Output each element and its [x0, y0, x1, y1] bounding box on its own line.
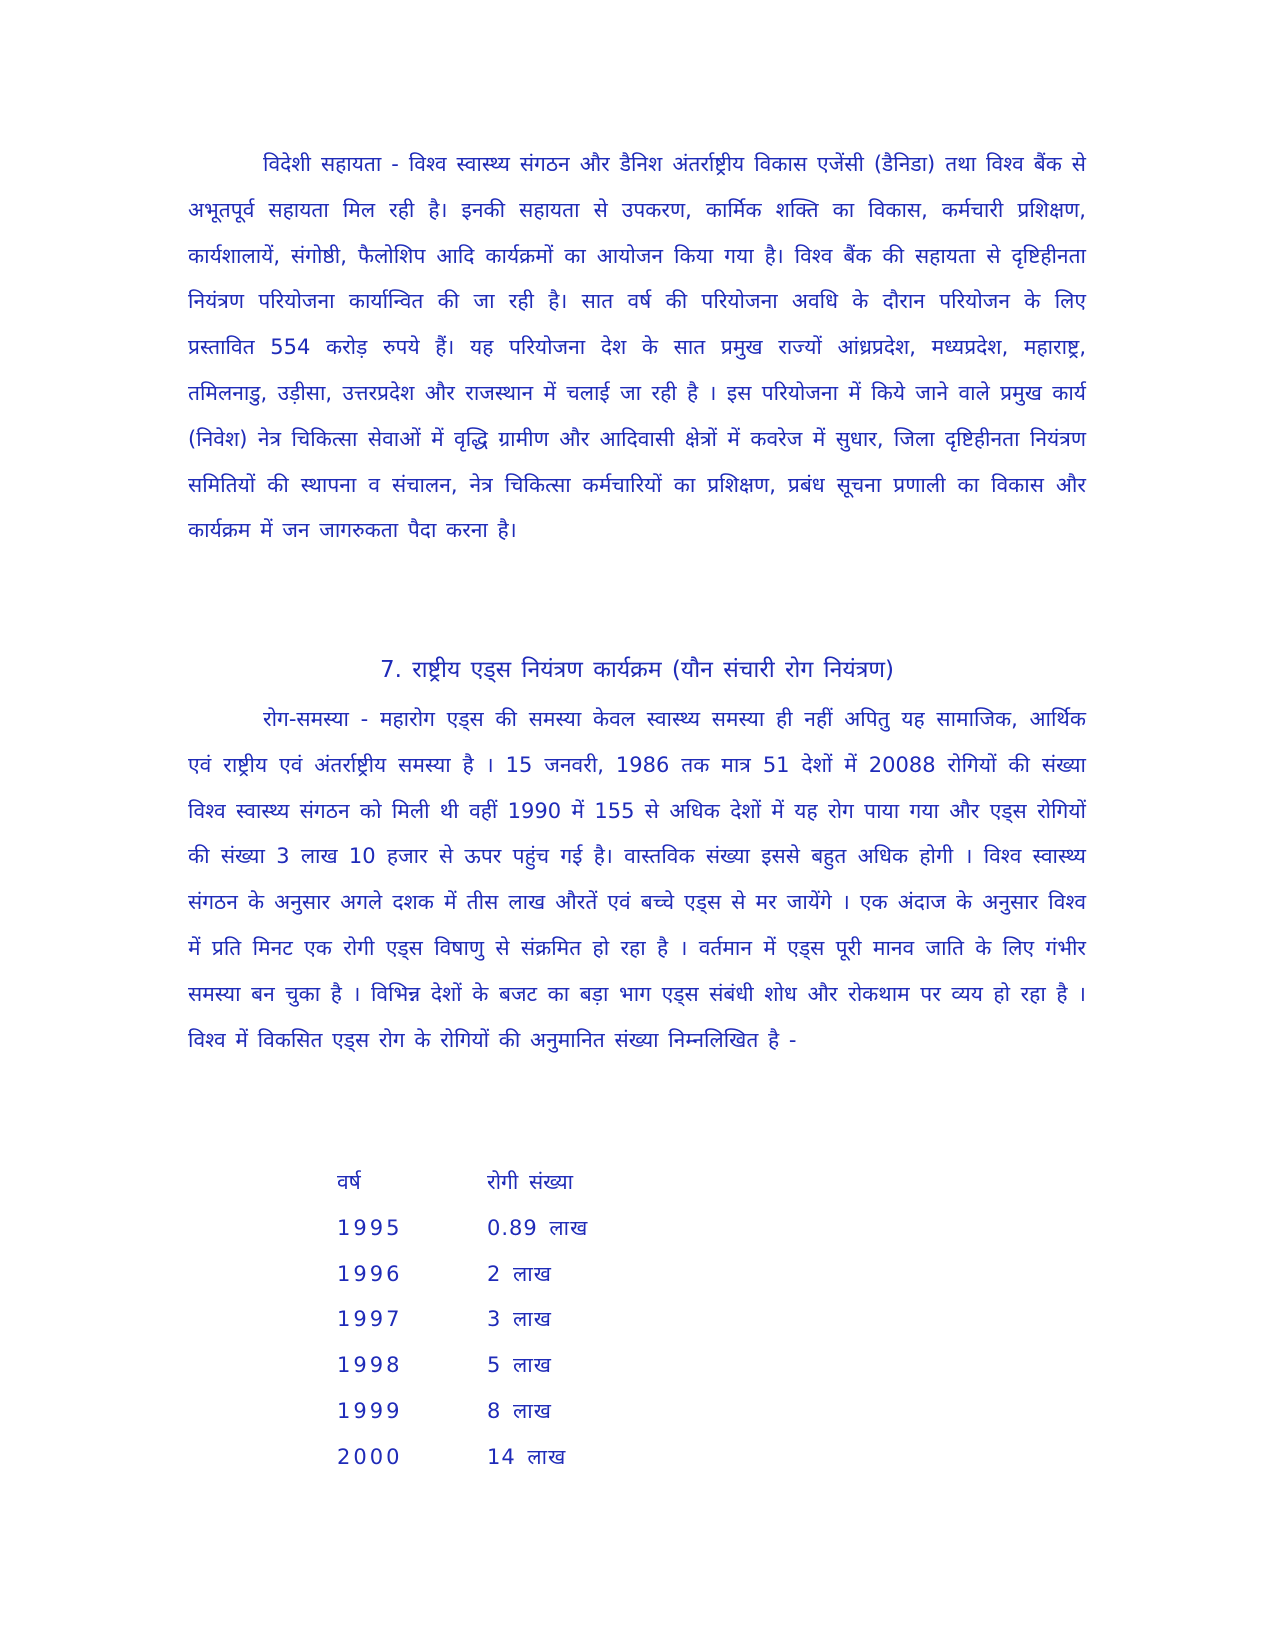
paragraph-foreign-aid	[188, 142, 1086, 554]
year-cell: 1995	[337, 1215, 403, 1240]
count-cell: 2 लाख	[487, 1261, 552, 1286]
paragraph-body: महारोग एड्स की समस्या केवल स्वास्थ्य समस्या ही नहीं अपितु यह सामाजिक, आर्थिक एवं राष्ट्रीय एवं अंतर्राष्ट्रीय समस्या है । 15 जनवरी, 1986 तक मात्र 51 देशों में 20088 रोगियों की संख्या विश्व स्वास्थ्य संगठन को मिली थी वहीं 1990 में 155 से अधिक देशों में यह रोग पाया गया और एड्स रोगियों की संख्या 3 लाख 10 हजार से ऊपर पहुंच गई है। वास्तविक संख्या इससे बहुत अधिक होगी । विश्व स्वास्थ्य संगठन के अनुसार अगले दशक में तीस लाख औरतें एवं बच्चे एड्स से मर जायेंगे । एक अंदाज के अनुसार विश्व में प्रति मिनट एक रोगी एड्स विषाणु से संक्रमित हो रहा है । वर्तमान में एड्स पूरी मानव जाति के लिए गंभीर समस्या बन चुका है । विभिन्न देशों के बजट का बड़ा भाग एड्स संबंधी शोध और रोकथाम पर व्यय हो रहा है । विश्व में विकसित एड्स रोग के रोगियों की अनुमानित संख्या निम्नलिखित है -	[188, 707, 1086, 1052]
count-cell: 5 लाख	[487, 1353, 552, 1378]
paragraph-lead: विदेशी सहायता -	[263, 152, 399, 176]
paragraph-lead: रोग-समस्या -	[263, 707, 369, 731]
paragraph-body: विश्व स्वास्थ्य संगठन और डैनिश अंतर्राष्ट्रीय विकास एजेंसी (डैनिडा) तथा विश्व बैंक से अभूतपूर्व सहायता मिल रही है। इनकी सहायता से उपकरण, कार्मिक शक्ति का विकास, कर्मचारी प्रशिक्षण, कार्यशालायें, संगोष्ठी, फैलोशिप आदि कार्यक्रमों का आयोजन किया गया है। विश्व बैंक की सहायता से दृष्टिहीनता नियंत्रण परियोजना कार्यान्वित की जा रही है। सात वर्ष की परियोजना अवधि के दौरान परियोजन के लिए प्रस्तावित 554 करोड़ रुपये हैं। यह परियोजना देश के सात प्रमुख राज्यों आंध्रप्रदेश, मध्यप्रदेश, महाराष्ट्र, तमिलनाडु, उड़ीसा, उत्तरप्रदेश और राजस्थान में चलाई जा रही है । इस परियोजना में किये जाने वाले प्रमुख कार्य (निवेश) नेत्र चिकित्सा सेवाओं में वृद्धि ग्रामीण और आदिवासी क्षेत्रों में कवरेज में सुधार, जिला दृष्टिहीनता नियंत्रण समितियों की स्थापना व संचालन, नेत्र चिकित्सा कर्मचारियों का प्रशिक्षण, प्रबंध सूचना प्रणाली का विकास और कार्यक्रम में जन जागरुकता पैदा करना है।	[188, 152, 1086, 543]
section-heading: 7. राष्ट्रीय एड्स नियंत्रण कार्यक्रम (यौन संचारी रोग नियंत्रण)	[379, 657, 895, 683]
table-row	[337, 1343, 747, 1389]
column-header-count: रोगी संख्या	[487, 1170, 574, 1194]
year-cell: 1997	[337, 1307, 403, 1332]
patient-count-table	[337, 1160, 747, 1481]
year-cell: 1996	[337, 1261, 403, 1286]
paragraph-disease-problem	[188, 697, 1086, 1063]
table-row	[337, 1206, 747, 1252]
table-row	[337, 1389, 747, 1435]
count-cell: 3 लाख	[487, 1307, 552, 1332]
count-cell: 8 लाख	[487, 1398, 552, 1423]
table-row	[337, 1435, 747, 1481]
year-cell: 2000	[337, 1444, 403, 1469]
table-row	[337, 1252, 747, 1298]
count-cell: 0.89 लाख	[487, 1215, 589, 1240]
count-cell: 14 लाख	[487, 1444, 567, 1469]
table-row	[337, 1297, 747, 1343]
column-header-year: वर्ष	[337, 1170, 361, 1194]
year-cell: 1998	[337, 1353, 403, 1378]
table-header-row	[337, 1160, 747, 1206]
year-cell: 1999	[337, 1398, 403, 1423]
